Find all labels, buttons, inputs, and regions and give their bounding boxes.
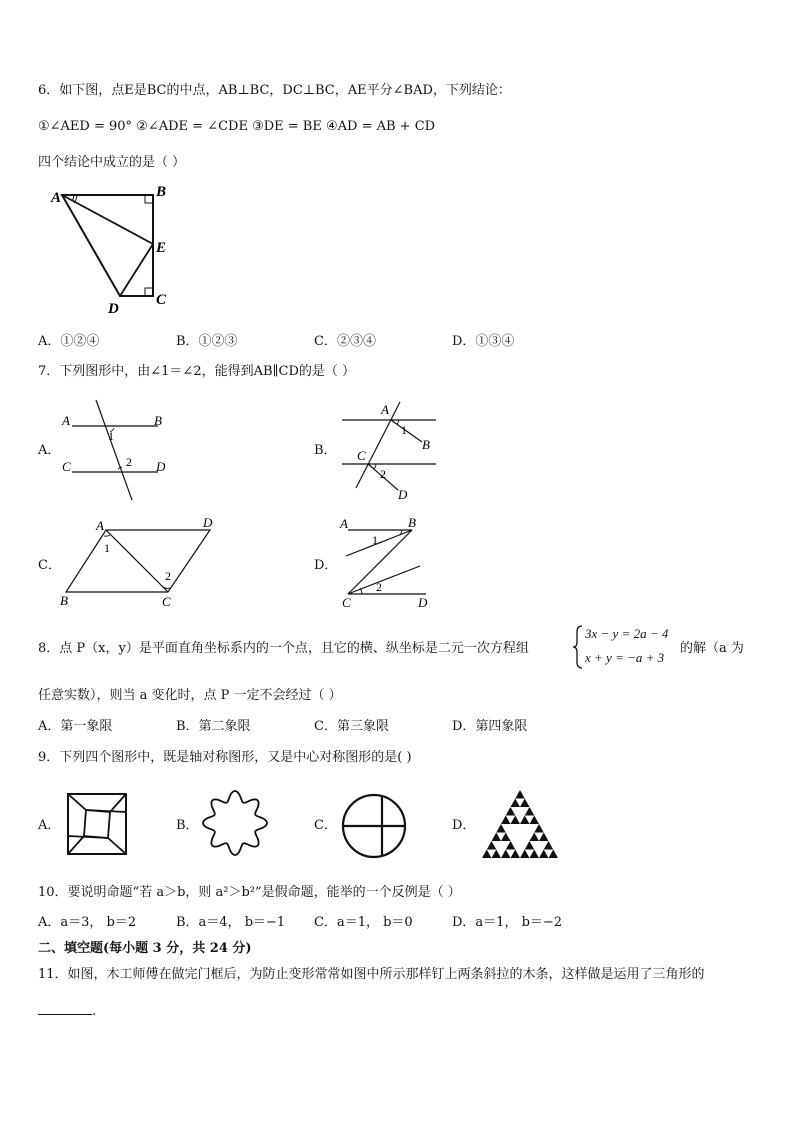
q10-option-c[interactable]: C．a＝1， b＝0 <box>314 915 413 930</box>
q7c-label-2: 2 <box>165 569 171 583</box>
q11-stem: 11．如图，木工师傅在做完门框后，为防止变形常常如图中所示那样钉上两条斜拉的木条，这样做是运用了三角形的 <box>38 967 705 982</box>
q6-conclusions: ①∠AED = 90° ②∠ADE = ∠CDE ③DE = BE ④AD = AB + CD <box>38 119 436 134</box>
q9-option-c-letter[interactable]: C． <box>314 818 337 833</box>
q8-option-b[interactable]: B．第二象限 <box>176 719 251 734</box>
q8-option-d[interactable]: D．第四象限 <box>452 719 528 734</box>
q7c-label-c: C <box>162 594 171 609</box>
q8-brace <box>572 624 584 670</box>
q7d-label-a: A <box>340 516 348 531</box>
q8-stem-a: 8．点 P（x，y）是平面直角坐标系内的一个点，且它的横、纵坐标是二元一次方程组 <box>38 641 529 656</box>
q9-option-a-letter[interactable]: A． <box>38 818 61 833</box>
q7b-label-2: 2 <box>380 467 386 481</box>
q9-figure-c-circle-cross <box>340 792 408 860</box>
q7a-label-2: 2 <box>126 455 132 469</box>
q7d-label-c: C <box>342 595 351 610</box>
q7-figure-d <box>334 514 444 612</box>
q10-option-d[interactable]: D．a＝1， b＝−2 <box>452 915 563 930</box>
q6-option-c[interactable]: C．②③④ <box>314 334 376 349</box>
q6-stem: 6．如下图，点E是BC的中点，AB⊥BC，DC⊥BC，AE平分∠BAD，下列结论： <box>38 83 511 98</box>
q7-option-c-letter[interactable]: C． <box>38 558 61 573</box>
q9-option-d-letter[interactable]: D． <box>452 818 476 833</box>
q8-eq2: x + y = −a + 3 <box>585 650 665 665</box>
q8-option-c[interactable]: C．第三象限 <box>314 719 389 734</box>
q7a-label-b: B <box>154 413 162 428</box>
q6-ask: 四个结论中成立的是（ ） <box>38 155 186 170</box>
q7b-label-d: D <box>398 487 408 502</box>
section-title: 二、填空题(每小题 3 分，共 24 分) <box>38 941 252 956</box>
q6-option-a[interactable]: A．①②④ <box>38 334 100 349</box>
q8-stem-c: 任意实数），则当 a 变化时，点 P 一定不会经过（ ） <box>38 688 342 703</box>
q7-stem: 7．下列图形中，由∠1＝∠2，能得到AB∥CD的是（ ） <box>38 364 356 379</box>
q7a-label-d: D <box>156 459 166 474</box>
q7a-label-1: 1 <box>108 429 114 443</box>
q10-option-a[interactable]: A．a＝3， b＝2 <box>38 915 137 930</box>
q7d-label-d: D <box>418 595 428 610</box>
q9-stem: 9．下列四个图形中，既是轴对称图形，又是中心对称图形的是( ) <box>38 750 412 765</box>
q6-label-b: B <box>156 184 167 200</box>
q7-option-d-letter[interactable]: D． <box>314 558 338 573</box>
q7-option-b-letter[interactable]: B． <box>314 443 337 458</box>
q9-option-b-letter[interactable]: B． <box>176 818 199 833</box>
q6-label-c: C <box>156 292 167 308</box>
q7c-label-a: A <box>96 518 104 533</box>
q6-option-d[interactable]: D．①③④ <box>452 334 515 349</box>
q6-label-d: D <box>108 301 119 317</box>
q7-figure-a <box>58 396 178 506</box>
q8-stem-b: 的解（a 为 <box>680 641 744 656</box>
q7-figure-c <box>58 514 218 610</box>
q7b-label-b: B <box>422 437 430 452</box>
q7c-label-b: B <box>60 593 68 608</box>
q7b-label-c: C <box>357 448 366 463</box>
q10-stem: 10．要说明命题“若 a＞b，则 a²＞b²”是假命题，能举的一个反例是（ ） <box>38 885 461 900</box>
q11-blank-end: . <box>92 1004 97 1019</box>
q8-eq1: 3x − y = 2a − 4 <box>585 626 669 641</box>
q9-figure-a-pinwheel-square <box>66 792 128 856</box>
q11-answer-blank[interactable] <box>38 1014 92 1015</box>
q6-label-a: A <box>51 190 62 206</box>
q7-figure-b <box>334 398 444 506</box>
q7a-label-a: A <box>62 413 70 428</box>
q7d-label-2: 2 <box>376 580 382 594</box>
q7-option-a-letter[interactable]: A． <box>38 443 61 458</box>
q7b-label-a: A <box>381 402 389 417</box>
q6-option-b[interactable]: B．①②③ <box>176 334 238 349</box>
q7b-label-1: 1 <box>401 423 407 437</box>
q10-option-b[interactable]: B．a＝4， b＝−1 <box>176 915 286 930</box>
q6-label-e: E <box>156 240 167 256</box>
q8-option-a[interactable]: A．第一象限 <box>38 719 113 734</box>
q7d-label-b: B <box>408 515 416 530</box>
q7c-label-1: 1 <box>104 541 110 555</box>
q9-figure-b-scalloped-shape <box>198 788 272 858</box>
q7c-label-d: D <box>203 515 213 530</box>
q7a-label-c: C <box>62 459 71 474</box>
q9-figure-d-sierpinski-triangle <box>478 788 562 862</box>
q6-figure <box>40 182 180 317</box>
q7d-label-1: 1 <box>372 533 378 547</box>
